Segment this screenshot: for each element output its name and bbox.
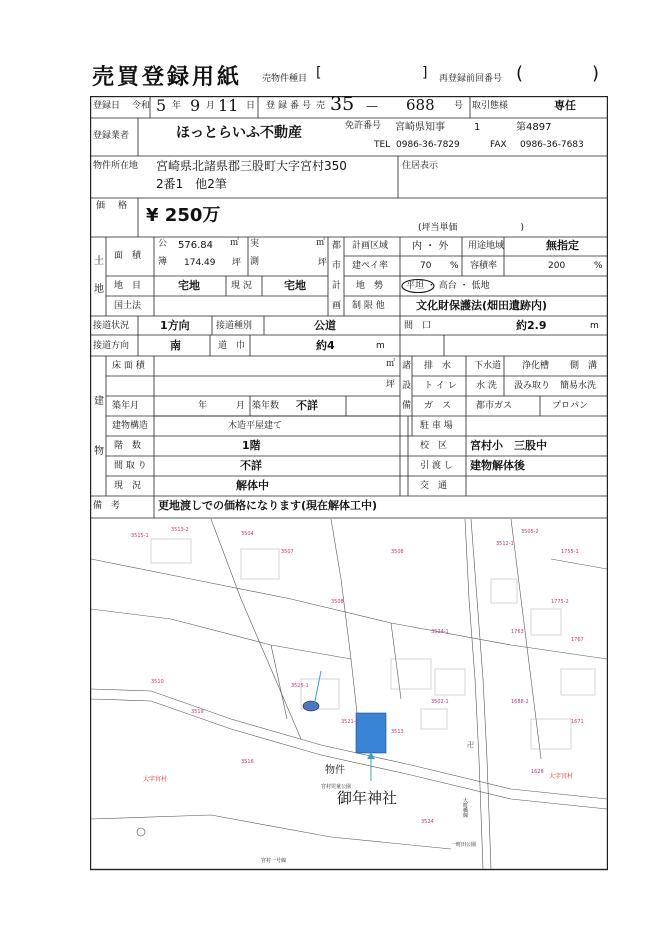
frontage-unit: m xyxy=(590,321,599,331)
chimoku-value: 宅地 xyxy=(178,279,200,292)
road-direction-label: 接道方向 xyxy=(93,341,130,351)
far-value: 200 xyxy=(548,261,566,271)
location-label: 物件所在地 xyxy=(93,161,139,171)
use-zone-label: 用途地域 xyxy=(468,241,505,251)
road-width-value: 約4 xyxy=(316,339,335,352)
road-access-value: 1方向 xyxy=(160,319,190,332)
agent-label: 登録業者 xyxy=(93,131,130,141)
trade-mode-label: 取引態様 xyxy=(472,101,509,111)
handover-label: 引 渡 し xyxy=(420,461,453,471)
floors-label: 階 数 xyxy=(114,441,142,451)
park-icon xyxy=(303,701,319,711)
reg-year-unit: 年 xyxy=(172,101,182,111)
reg-number-prefix: 売 xyxy=(316,101,326,111)
location-map: 卍 3515-1 3513-2 3504 3507 3508 3512-1 3505-2 1755-1 1775-2 1763 1767 3524-1 3508 3525-1 3521-1 3513 3502-1 1688-2 1671 1626 3519 3510 3516 3524 大字宮村 大字宮村 物件 宮村児童公園 御年神社 宮村一号線 一町田公園 大町橋線 xyxy=(91,519,607,869)
reg-date-label: 登録日 xyxy=(93,101,121,111)
frontage-label: 間 口 xyxy=(404,321,432,331)
age-label: 築年数 xyxy=(252,401,280,411)
price-value: ¥ 250万 xyxy=(146,205,221,226)
kokudo-label: 国土法 xyxy=(114,301,142,311)
building-group-label-1: 建 xyxy=(94,396,104,407)
age-value: 不詳 xyxy=(296,399,318,412)
land-tsubo-unit: 坪 xyxy=(232,258,242,268)
use-zone-value: 無指定 xyxy=(546,239,579,252)
reg-number-a: 35 xyxy=(330,93,355,115)
building-group-label-2: 物 xyxy=(94,446,104,457)
license-number: 第4897 xyxy=(516,122,552,133)
structure-value: 木造平屋建て xyxy=(228,421,283,431)
far-label: 容積率 xyxy=(470,261,498,271)
reg-number-suffix: 号 xyxy=(454,101,464,111)
temple-icon: 卍 xyxy=(467,741,474,749)
unit-price: (坪当単価 ) xyxy=(418,223,525,233)
kou-label: 公 xyxy=(158,239,168,249)
genkyo-label: 現 況 xyxy=(231,281,252,291)
actual-tsubo-unit: 坪 xyxy=(318,258,328,268)
reg-number-dash: — xyxy=(366,99,378,113)
built-year-unit: 年 xyxy=(198,401,208,411)
land-area-label: 面 積 xyxy=(114,251,142,261)
toilet-option-flush: 水 洗 xyxy=(476,381,497,391)
reg-day-unit: 日 xyxy=(246,101,256,111)
actual-label-2: 測 xyxy=(250,257,260,267)
land-area-m2: 576.84 xyxy=(178,240,213,251)
tel-label: TEL xyxy=(374,140,391,150)
drain-option-septic: 浄化槽 xyxy=(522,361,550,371)
location-line1: 宮崎県北諸県郡三股町大字宮村350 xyxy=(156,159,347,173)
facility-group-1: 諸 xyxy=(402,361,412,371)
terrain-label: 地 勢 xyxy=(356,281,384,291)
terrain-value: 平坦 ・ 高台 ・ 低地 xyxy=(406,281,490,291)
layout-label: 間 取 り xyxy=(114,461,147,471)
handover-value: 建物解体後 xyxy=(470,459,525,472)
registration-form xyxy=(90,93,608,940)
road-direction-value: 南 xyxy=(170,339,181,352)
gas-option-propane: プロパン xyxy=(552,401,589,411)
prev-number-bracket-open: ( xyxy=(516,63,524,84)
bcr-value: 70 xyxy=(420,261,432,271)
property-type-bracket-close: ] xyxy=(422,65,428,81)
form-title: 売買登録用紙 xyxy=(92,65,243,90)
road-type-label: 接道種別 xyxy=(216,321,253,331)
toilet-label: ト イ レ xyxy=(424,381,457,391)
remarks-value: 更地渡しでの価格になります(現在解体工中) xyxy=(158,499,378,512)
actual-label-1: 実 xyxy=(250,239,260,249)
bo-label: 簿 xyxy=(158,257,168,267)
map-bottom-label: 一町田公園 xyxy=(451,842,477,848)
map-roads xyxy=(91,519,607,869)
map-street-label: 大町橋線 xyxy=(463,798,469,819)
map-property-label: 物件 xyxy=(325,765,345,776)
toilet-option-pit: 汲み取り xyxy=(514,381,551,391)
agent-name: ほっとらいふ不動産 xyxy=(176,125,302,141)
map-road-label: 宮村一号線 xyxy=(261,858,287,864)
drain-option-sewer: 下水道 xyxy=(474,361,502,371)
address-display-label: 住居表示 xyxy=(402,161,439,171)
license-label: 免許番号 xyxy=(345,121,382,131)
property-type-label: 売物件種目 xyxy=(262,74,308,84)
city-plan-group-2: 市 xyxy=(332,261,342,271)
property-type-field[interactable] xyxy=(326,64,420,84)
drain-label: 排 水 xyxy=(424,361,452,371)
reg-era: 令和 xyxy=(132,101,151,111)
reg-month: 9 xyxy=(190,96,201,115)
restriction-value: 文化財保護法(畑田遺跡内) xyxy=(416,299,548,312)
fax-number: 0986-36-7683 xyxy=(520,140,584,150)
toilet-option-simple: 簡易水洗 xyxy=(560,381,597,391)
price-label: 価 格 xyxy=(96,201,130,211)
city-plan-group-3: 計 xyxy=(332,281,342,291)
property-type-bracket-open: [ xyxy=(316,65,322,81)
tel-number: 0986-36-7829 xyxy=(396,140,460,150)
map-shrine-label: 御年神社 xyxy=(337,789,398,807)
reg-year: 5 xyxy=(156,96,167,115)
school-value: 宮村小 三股中 xyxy=(470,439,547,452)
floor-area-label: 床 面 積 xyxy=(112,361,145,371)
layout-value: 不詳 xyxy=(240,459,262,472)
city-plan-group-1: 都 xyxy=(332,241,342,251)
actual-m2-unit: ㎡ xyxy=(316,238,326,248)
floors-value: 1階 xyxy=(242,439,261,452)
reg-month-unit: 月 xyxy=(206,101,216,111)
road-access-label: 接道状況 xyxy=(93,321,130,331)
gas-option-city: 都市ガス xyxy=(476,401,513,411)
prev-number-bracket-close: ) xyxy=(592,63,600,84)
transport-label: 交 通 xyxy=(420,481,448,491)
area-label-1: 大字宮村 xyxy=(143,776,168,783)
location-line2: 2番1 他2筆 xyxy=(156,177,227,191)
property-marker xyxy=(356,713,386,753)
facility-group-3: 備 xyxy=(402,401,412,411)
school-label: 校 区 xyxy=(420,441,448,451)
plan-area-value: 内 ・ 外 xyxy=(412,241,449,252)
genkyo-value: 宅地 xyxy=(284,279,306,292)
prev-number-label: 再登録前回番号 xyxy=(439,74,503,84)
bcr-label: 建ペイ率 xyxy=(352,261,389,271)
floor-area-m2-unit: ㎡ xyxy=(386,359,396,369)
chimoku-label: 地 目 xyxy=(114,281,142,291)
map-park-label: 宮村児童公園 xyxy=(321,784,352,790)
city-plan-group-4: 画 xyxy=(332,301,342,311)
built-month-unit: 月 xyxy=(236,401,246,411)
plan-area-label: 計画区域 xyxy=(352,241,389,251)
structure-label: 建物構造 xyxy=(112,421,149,431)
fax-label: FAX xyxy=(490,140,507,150)
route-marker-icon xyxy=(137,828,145,836)
drain-option-gutter: 側 溝 xyxy=(570,361,598,371)
road-width-unit: m xyxy=(376,341,385,351)
area-label-2: 大字宮村 xyxy=(549,773,574,780)
land-group-label-2: 地 xyxy=(94,284,104,295)
road-type-value: 公道 xyxy=(314,319,336,332)
facility-group-2: 設 xyxy=(402,381,412,391)
trade-mode-value: 専任 xyxy=(554,99,576,112)
status-value: 解体中 xyxy=(236,479,269,492)
reg-number-b: 688 xyxy=(406,96,435,114)
reg-day: 11 xyxy=(218,96,239,115)
property-arrow-line xyxy=(315,671,321,701)
bcr-percent: % xyxy=(450,261,459,271)
license-round: 1 xyxy=(474,122,481,133)
status-label: 現 況 xyxy=(114,481,142,491)
land-m2-unit: ㎡ xyxy=(230,238,240,248)
frontage-value: 約2.9 xyxy=(516,319,547,332)
reg-number-label: 登録番号 xyxy=(266,101,315,111)
gas-label: ガ ス xyxy=(424,401,452,411)
far-percent: % xyxy=(594,261,603,271)
prev-number-field[interactable] xyxy=(526,64,592,84)
parking-label: 駐 車 場 xyxy=(420,421,453,431)
land-group-label-1: 土 xyxy=(94,256,104,267)
road-width-label: 道 巾 xyxy=(218,341,246,351)
built-label: 築年月 xyxy=(112,401,140,411)
restriction-label: 制 限 他 xyxy=(352,301,385,311)
floor-area-tsubo-unit: 坪 xyxy=(386,380,396,390)
land-area-tsubo: 174.49 xyxy=(184,258,216,268)
license-authority: 宮崎県知事 xyxy=(395,122,445,133)
remarks-label: 備 考 xyxy=(93,501,121,511)
